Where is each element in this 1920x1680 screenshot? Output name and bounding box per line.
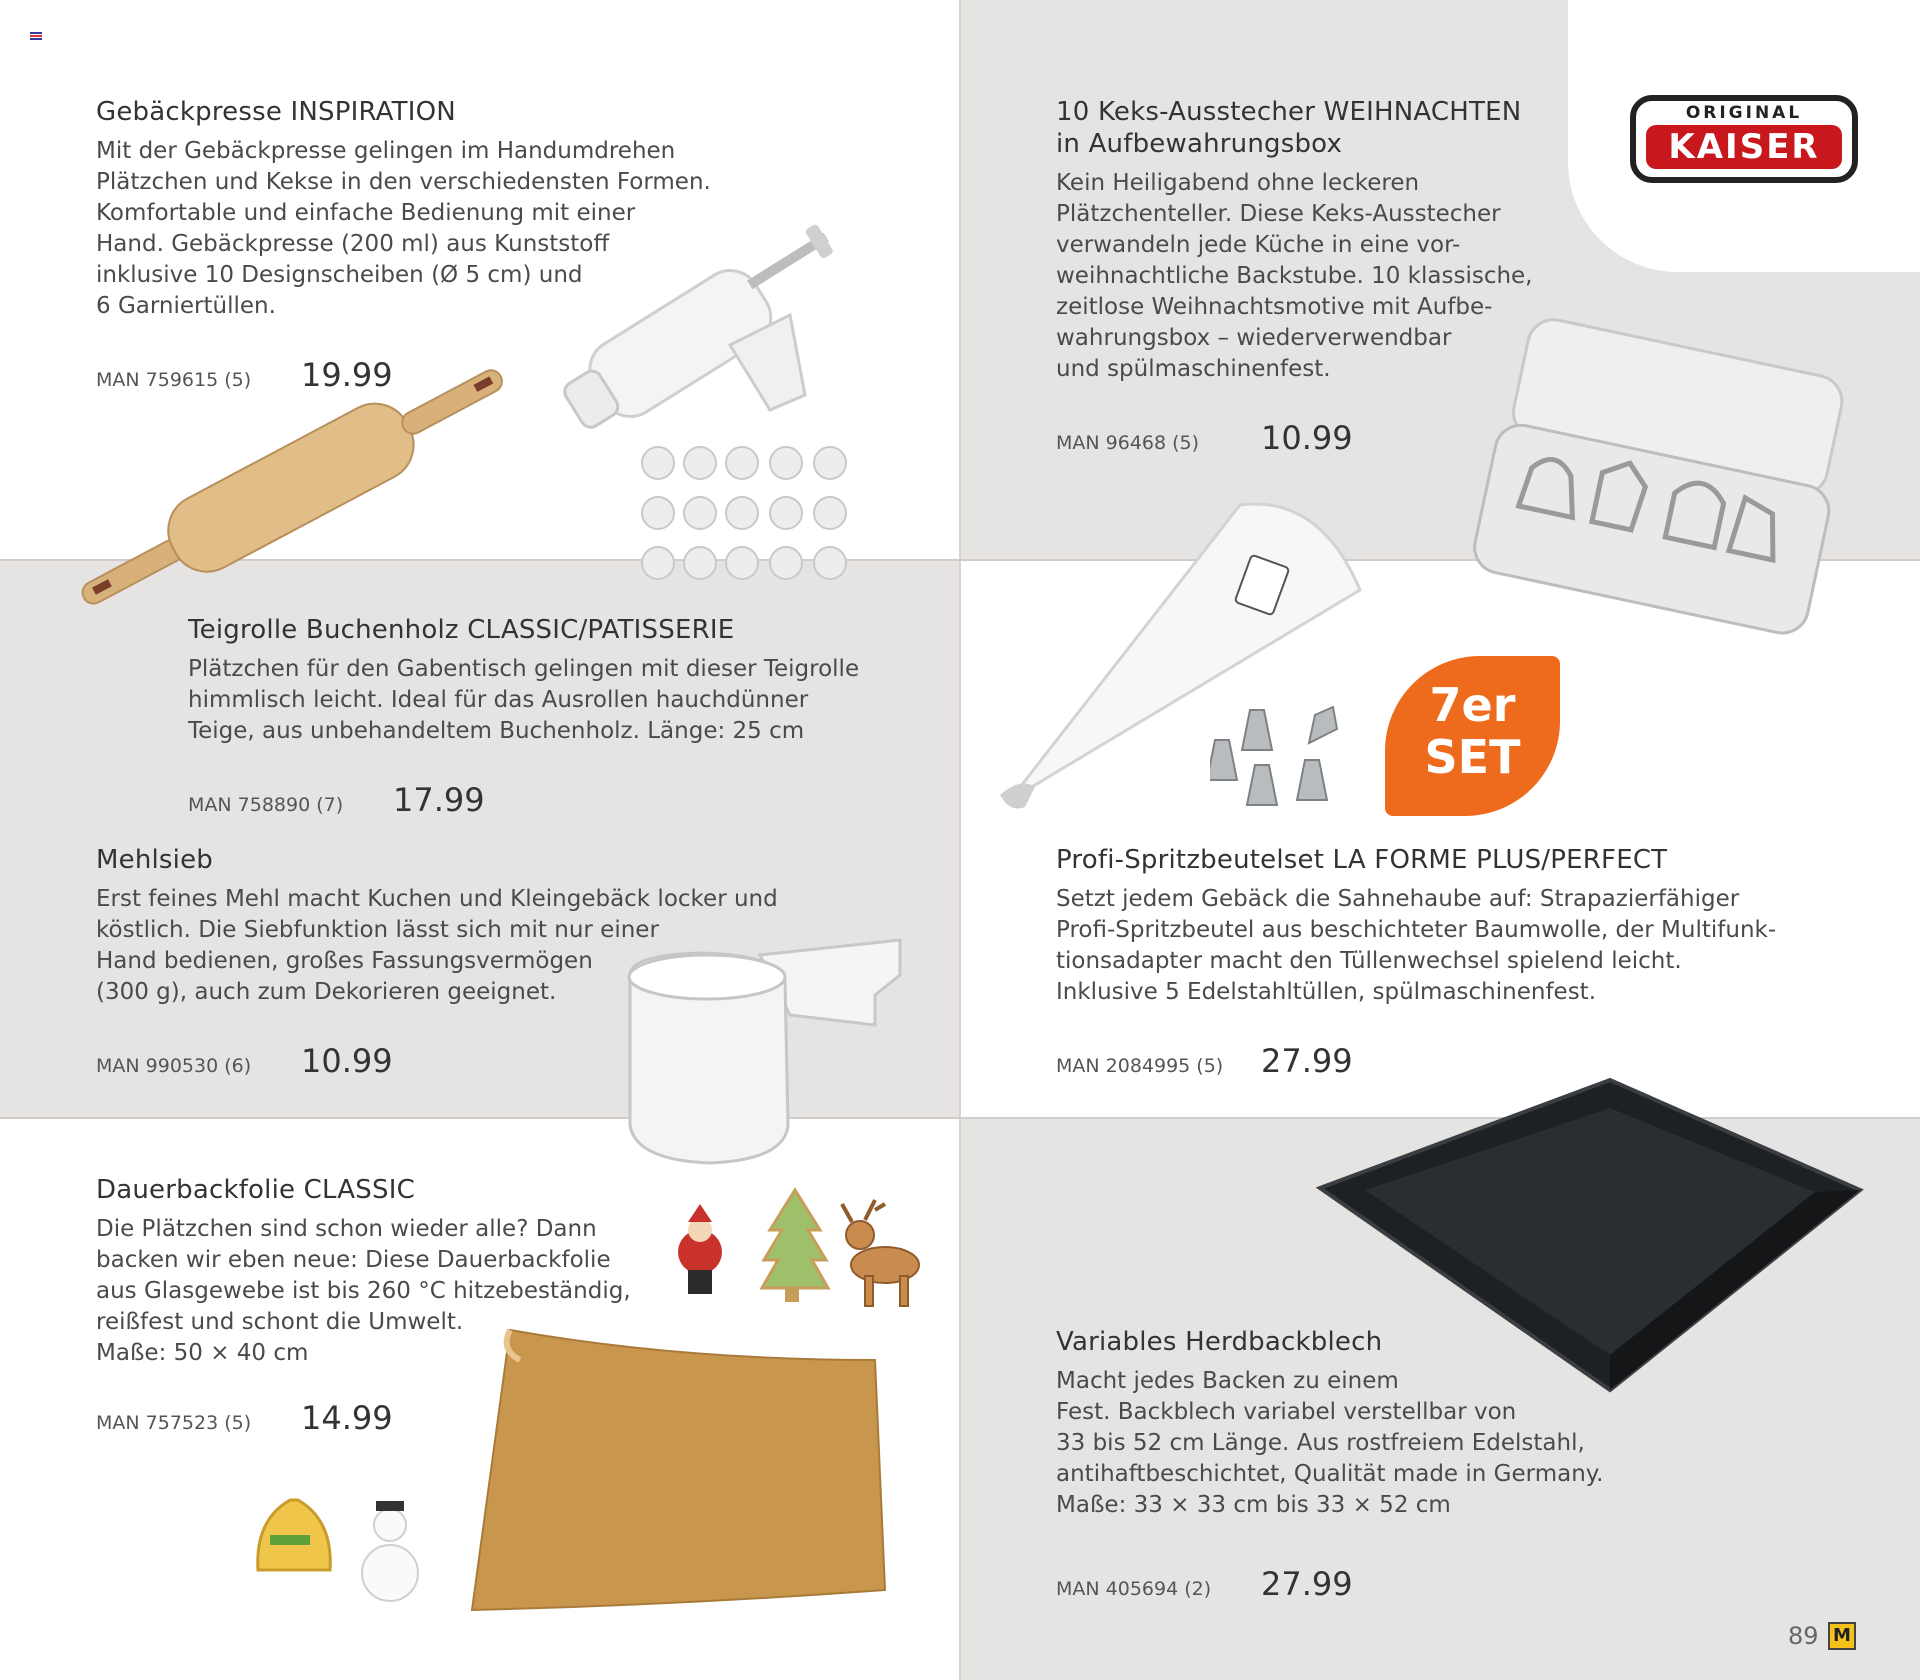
product-description: Erst feines Mehl macht Kuchen und Kleingebäck locker und köstlich. Die Siebfunktion lässt sich mit nur einer Hand bedienen, großes Fassungsvermögen (300 g), auch zum Dekorieren geeignet. [96, 886, 778, 1005]
article-number: MAN 759615 (5) [96, 369, 252, 391]
article-number: MAN 405694 (2) [1056, 1578, 1212, 1600]
set-badge-label: SET [1424, 730, 1521, 784]
article-number: MAN 96468 (5) [1056, 432, 1200, 454]
product-title: Variables Herdbackblech [1056, 1327, 1383, 1357]
price-line [96, 356, 736, 394]
product-rolling-pin [188, 614, 888, 819]
price-line [1056, 419, 1576, 457]
price-line [96, 1042, 816, 1080]
price: 10.99 [301, 1042, 393, 1080]
price: 10.99 [1261, 419, 1353, 457]
brand-logo-name: KAISER [1646, 125, 1842, 169]
product-description: Plätzchen für den Gabentisch gelingen mit dieser Teigrolle himmlisch leicht. Ideal für das Ausrollen hauchdünner Teige, aus unbehandeltem Buchenholz. Länge: 25 cm [188, 656, 860, 744]
product-title: Gebäckpresse INSPIRATION [96, 97, 456, 127]
price: 19.99 [301, 356, 393, 394]
price: 17.99 [393, 781, 485, 819]
brand-logo-top: ORIGINAL [1685, 103, 1803, 123]
piping-tips-image [1210, 700, 1365, 820]
product-description: Die Plätzchen sind schon wieder alle? Dann backen wir eben neue: Diese Dauerbackfolie aus Glasgewebe ist bis 260 °C hitzebeständig, reißfest und schont die Umwelt. Maße: 50 × 40 cm [96, 1216, 631, 1366]
product-cookie-cutters [1056, 96, 1576, 457]
price: 27.99 [1261, 1042, 1353, 1080]
product-description: Macht jedes Backen zu einem Fest. Backblech variabel verstellbar von 33 bis 52 cm Länge. Aus rostfreiem Edelstahl, antihaftbeschichtet, Qualität made in Germany. Maße: 33 × 33 cm bis 33 × 52 cm [1056, 1368, 1604, 1518]
page-number: 89 [1788, 1622, 1819, 1650]
product-title: 10 Keks-Ausstecher WEIHNACHTEN in Aufbewahrungsbox [1056, 97, 1522, 159]
price: 27.99 [1261, 1565, 1353, 1603]
article-number: MAN 990530 (6) [96, 1055, 252, 1077]
price-line [1056, 1042, 1856, 1080]
product-piping-bag-set [1056, 844, 1856, 1080]
price: 14.99 [301, 1399, 393, 1437]
product-description: Mit der Gebäckpresse gelingen im Handumdrehen Plätzchen und Kekse in den verschiedensten Formen. Komfortable und einfache Bedienung mit einer Hand. Gebäckpresse (200 ml) aus Kunststoff inklusive 10 Designscheiben (Ø 5 cm) und 6 Garniertüllen. [96, 138, 711, 319]
set-badge-count: 7er [1429, 678, 1516, 732]
article-number: MAN 757523 (5) [96, 1412, 252, 1434]
center-divider [959, 0, 961, 1680]
article-number: MAN 758890 (7) [188, 794, 344, 816]
product-title: Mehlsieb [96, 845, 214, 875]
product-description: Setzt jedem Gebäck die Sahnehaube auf: Strapazierfähiger Profi-Spritzbeutel aus beschichteter Baumwolle, der Multifunk- tionsadapter macht den Tüllenwechsel spielend leicht. Inklusive 5 Edelstahltüllen, spülmaschinenfest. [1056, 886, 1777, 1005]
price-line [1056, 1565, 1676, 1603]
product-title: Profi-Spritzbeutelset LA FORME PLUS/PERFECT [1056, 845, 1668, 875]
product-title: Dauerbackfolie CLASSIC [96, 1175, 415, 1205]
product-flour-sifter [96, 844, 816, 1080]
article-number: MAN 2084995 (5) [1056, 1055, 1224, 1077]
product-cookie-press [96, 96, 736, 394]
flag-icon [30, 32, 42, 40]
product-baking-tray [1056, 1326, 1676, 1603]
price-line [188, 781, 888, 819]
brand-logo [1630, 95, 1858, 183]
product-baking-foil [96, 1174, 676, 1437]
market-logo: M [1828, 1622, 1856, 1650]
price-line [96, 1399, 676, 1437]
product-title: Teigrolle Buchenholz CLASSIC/PATISSERIE [188, 615, 735, 645]
product-description: Kein Heiligabend ohne leckeren Plätzchenteller. Diese Keks-Ausstecher verwandeln jede Küche in eine vor- weihnachtliche Backstube. 10 klassische, zeitlose Weihnachtsmotive mit Aufbe- wahrungsbox – wiederverwendbar und spülmaschinenfest. [1056, 170, 1533, 382]
bell-snowman-cookies-image [250, 1495, 420, 1610]
christmas-cookies-image [660, 1180, 940, 1330]
